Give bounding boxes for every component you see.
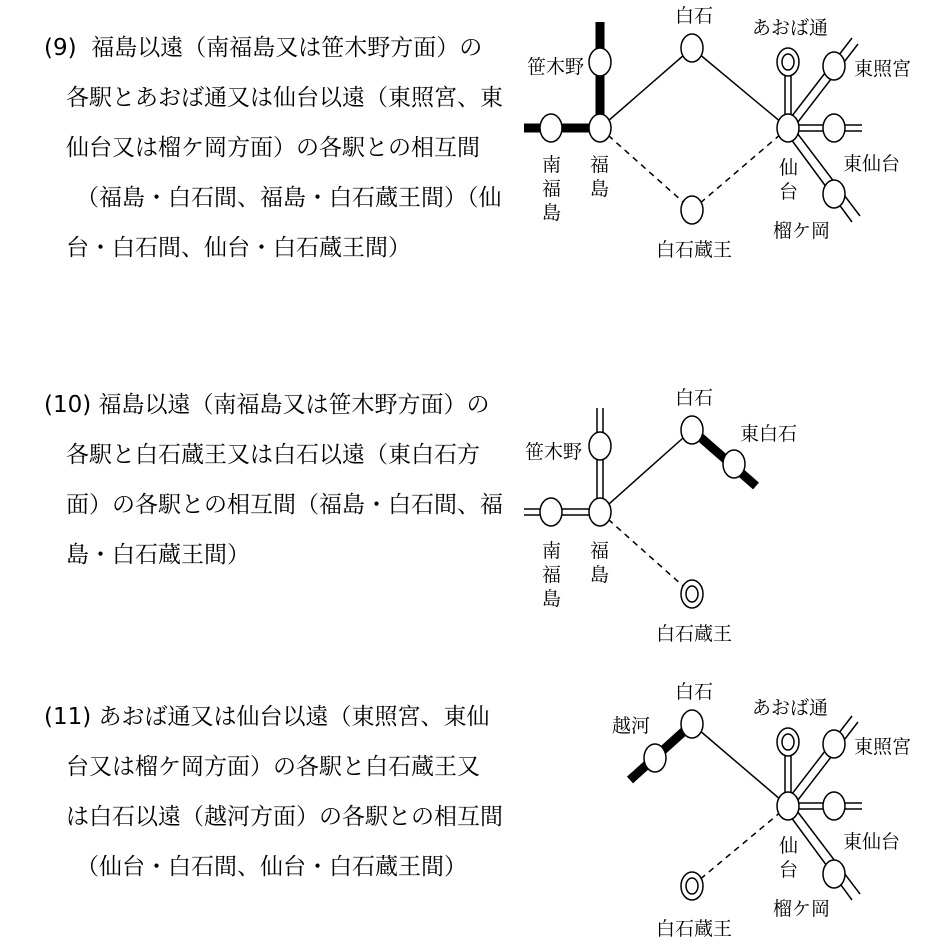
station-sasakino xyxy=(589,48,611,76)
label-fukushima-1: 福 xyxy=(590,154,610,176)
station-tsutsujigaoka xyxy=(823,860,845,888)
section-10-line-4: 島・白石蔵王間） xyxy=(66,542,250,568)
station-shiroishi xyxy=(681,710,703,738)
label-sendai-1: 仙 xyxy=(779,835,799,857)
station-aobadori-terminal-mark xyxy=(782,54,794,70)
section-9-line-4: （福島・白石間、福島・白石蔵王間）（仙 xyxy=(76,185,502,211)
section-11-line-2: 台又は榴ケ岡方面）の各駅と白石蔵王又 xyxy=(66,754,480,780)
label-shiroishizao: 白石蔵王 xyxy=(656,239,733,261)
label-minamifukushima-2: 福 xyxy=(542,564,562,586)
label-aobadori: あおば通 xyxy=(752,697,829,719)
label-minamifukushima-3: 島 xyxy=(542,588,562,610)
label-higashisendai: 東仙台 xyxy=(843,153,901,175)
label-sendai-2: 台 xyxy=(779,181,799,203)
section-11-line-3: は白石以遠（越河方面）の各駅との相互間 xyxy=(66,804,503,830)
section-9-line-3: 仙台又は榴ケ岡方面）の各駅との相互間 xyxy=(66,135,480,161)
label-fukushima-2: 島 xyxy=(590,178,610,200)
station-fukushima xyxy=(589,114,611,142)
label-minamifukushima-2: 福 xyxy=(542,178,562,200)
station-shiroishizao-terminal-mark xyxy=(686,878,698,894)
label-sasakino: 笹木野 xyxy=(525,441,583,463)
label-shiroishi: 白石 xyxy=(675,387,714,409)
station-minamifukushima xyxy=(540,114,562,142)
label-minamifukushima-1: 南 xyxy=(542,154,562,176)
label-sendai-2: 台 xyxy=(779,859,799,881)
station-sendai xyxy=(777,792,799,820)
section-11-line-1: (11) あおば通又は仙台以遠（東照宮、東仙 xyxy=(44,704,490,730)
station-shiroishi xyxy=(681,416,703,444)
section-9-route-map xyxy=(500,0,946,270)
section-11-number: (11) xyxy=(44,704,92,730)
label-toshogu: 東照宮 xyxy=(854,58,912,80)
station-higashisendai xyxy=(823,114,845,142)
section-9-line-1: (9) 福島以遠（南福島又は笹木野方面）の xyxy=(44,35,483,61)
station-shiroishi xyxy=(681,34,703,62)
label-higashisendai: 東仙台 xyxy=(843,831,901,853)
section-11-text xyxy=(44,692,503,892)
section-11-route-map xyxy=(560,670,946,946)
label-minamifukushima-1: 南 xyxy=(542,540,562,562)
station-aobadori-terminal-mark xyxy=(782,734,794,750)
section-9-text xyxy=(44,23,503,273)
station-sendai xyxy=(777,114,799,142)
section-11-line-4: （仙台・白石間、仙台・白石蔵王間） xyxy=(76,854,467,880)
label-tsutsujigaoka: 榴ケ岡 xyxy=(773,898,831,920)
label-higashishiroishi: 東白石 xyxy=(740,423,798,445)
station-shiroishizao-terminal-mark xyxy=(686,586,698,602)
line-fukushima-zao-dashed xyxy=(600,512,692,594)
section-10-route-map xyxy=(500,370,946,650)
section-10-line-2: 各駅と白石蔵王又は白石以遠（東白石方 xyxy=(66,442,480,468)
station-minamifukushima xyxy=(540,498,562,526)
section-10-line-3: 面）の各駅との相互間（福島・白石間、福 xyxy=(66,492,503,518)
station-tsutsujigaoka xyxy=(823,180,845,208)
label-aobadori: あおば通 xyxy=(752,17,829,39)
label-sendai-1: 仙 xyxy=(779,157,799,179)
label-shiroishizao: 白石蔵王 xyxy=(656,623,733,645)
section-9-line-5: 台・白石間、仙台・白石蔵王間） xyxy=(66,235,411,261)
label-shiroishi: 白石 xyxy=(675,681,714,703)
line-shiroishi-sendai xyxy=(692,48,788,128)
label-toshogu: 東照宮 xyxy=(854,736,912,758)
label-shiroishizao: 白石蔵王 xyxy=(656,918,733,940)
section-10-line-1: (10) 福島以遠（南福島又は笹木野方面）の xyxy=(44,392,490,418)
label-shiroishi: 白石 xyxy=(675,5,714,27)
station-higashishiroishi xyxy=(723,450,745,478)
station-toshogu xyxy=(823,730,845,758)
section-10-text xyxy=(44,380,503,580)
label-fukushima-2: 島 xyxy=(590,564,610,586)
label-sasakino: 笹木野 xyxy=(527,56,585,78)
line-shiroishi-sendai xyxy=(692,724,788,806)
label-koshigo: 越河 xyxy=(612,715,651,737)
station-higashisendai xyxy=(823,792,845,820)
station-sasakino xyxy=(589,432,611,460)
label-fukushima-1: 福 xyxy=(590,540,610,562)
label-tsutsujigaoka: 榴ケ岡 xyxy=(773,220,831,242)
line-zao-sendai-dashed xyxy=(692,128,788,210)
line-fukushima-shiroishi xyxy=(600,430,692,512)
section-9-line-2: 各駅とあおば通又は仙台以遠（東照宮、東 xyxy=(66,85,503,111)
label-minamifukushima-3: 島 xyxy=(542,202,562,224)
station-fukushima xyxy=(589,498,611,526)
station-toshogu xyxy=(823,52,845,80)
station-koshigo xyxy=(644,744,666,772)
section-9-number: (9) xyxy=(44,35,77,61)
line-fukushima-shiroishi xyxy=(600,48,692,128)
section-10-number: (10) xyxy=(44,392,92,418)
station-shiroishizao xyxy=(681,196,703,224)
line-zao-sendai-dashed xyxy=(692,806,788,886)
line-fukushima-zao-dashed xyxy=(600,128,692,210)
